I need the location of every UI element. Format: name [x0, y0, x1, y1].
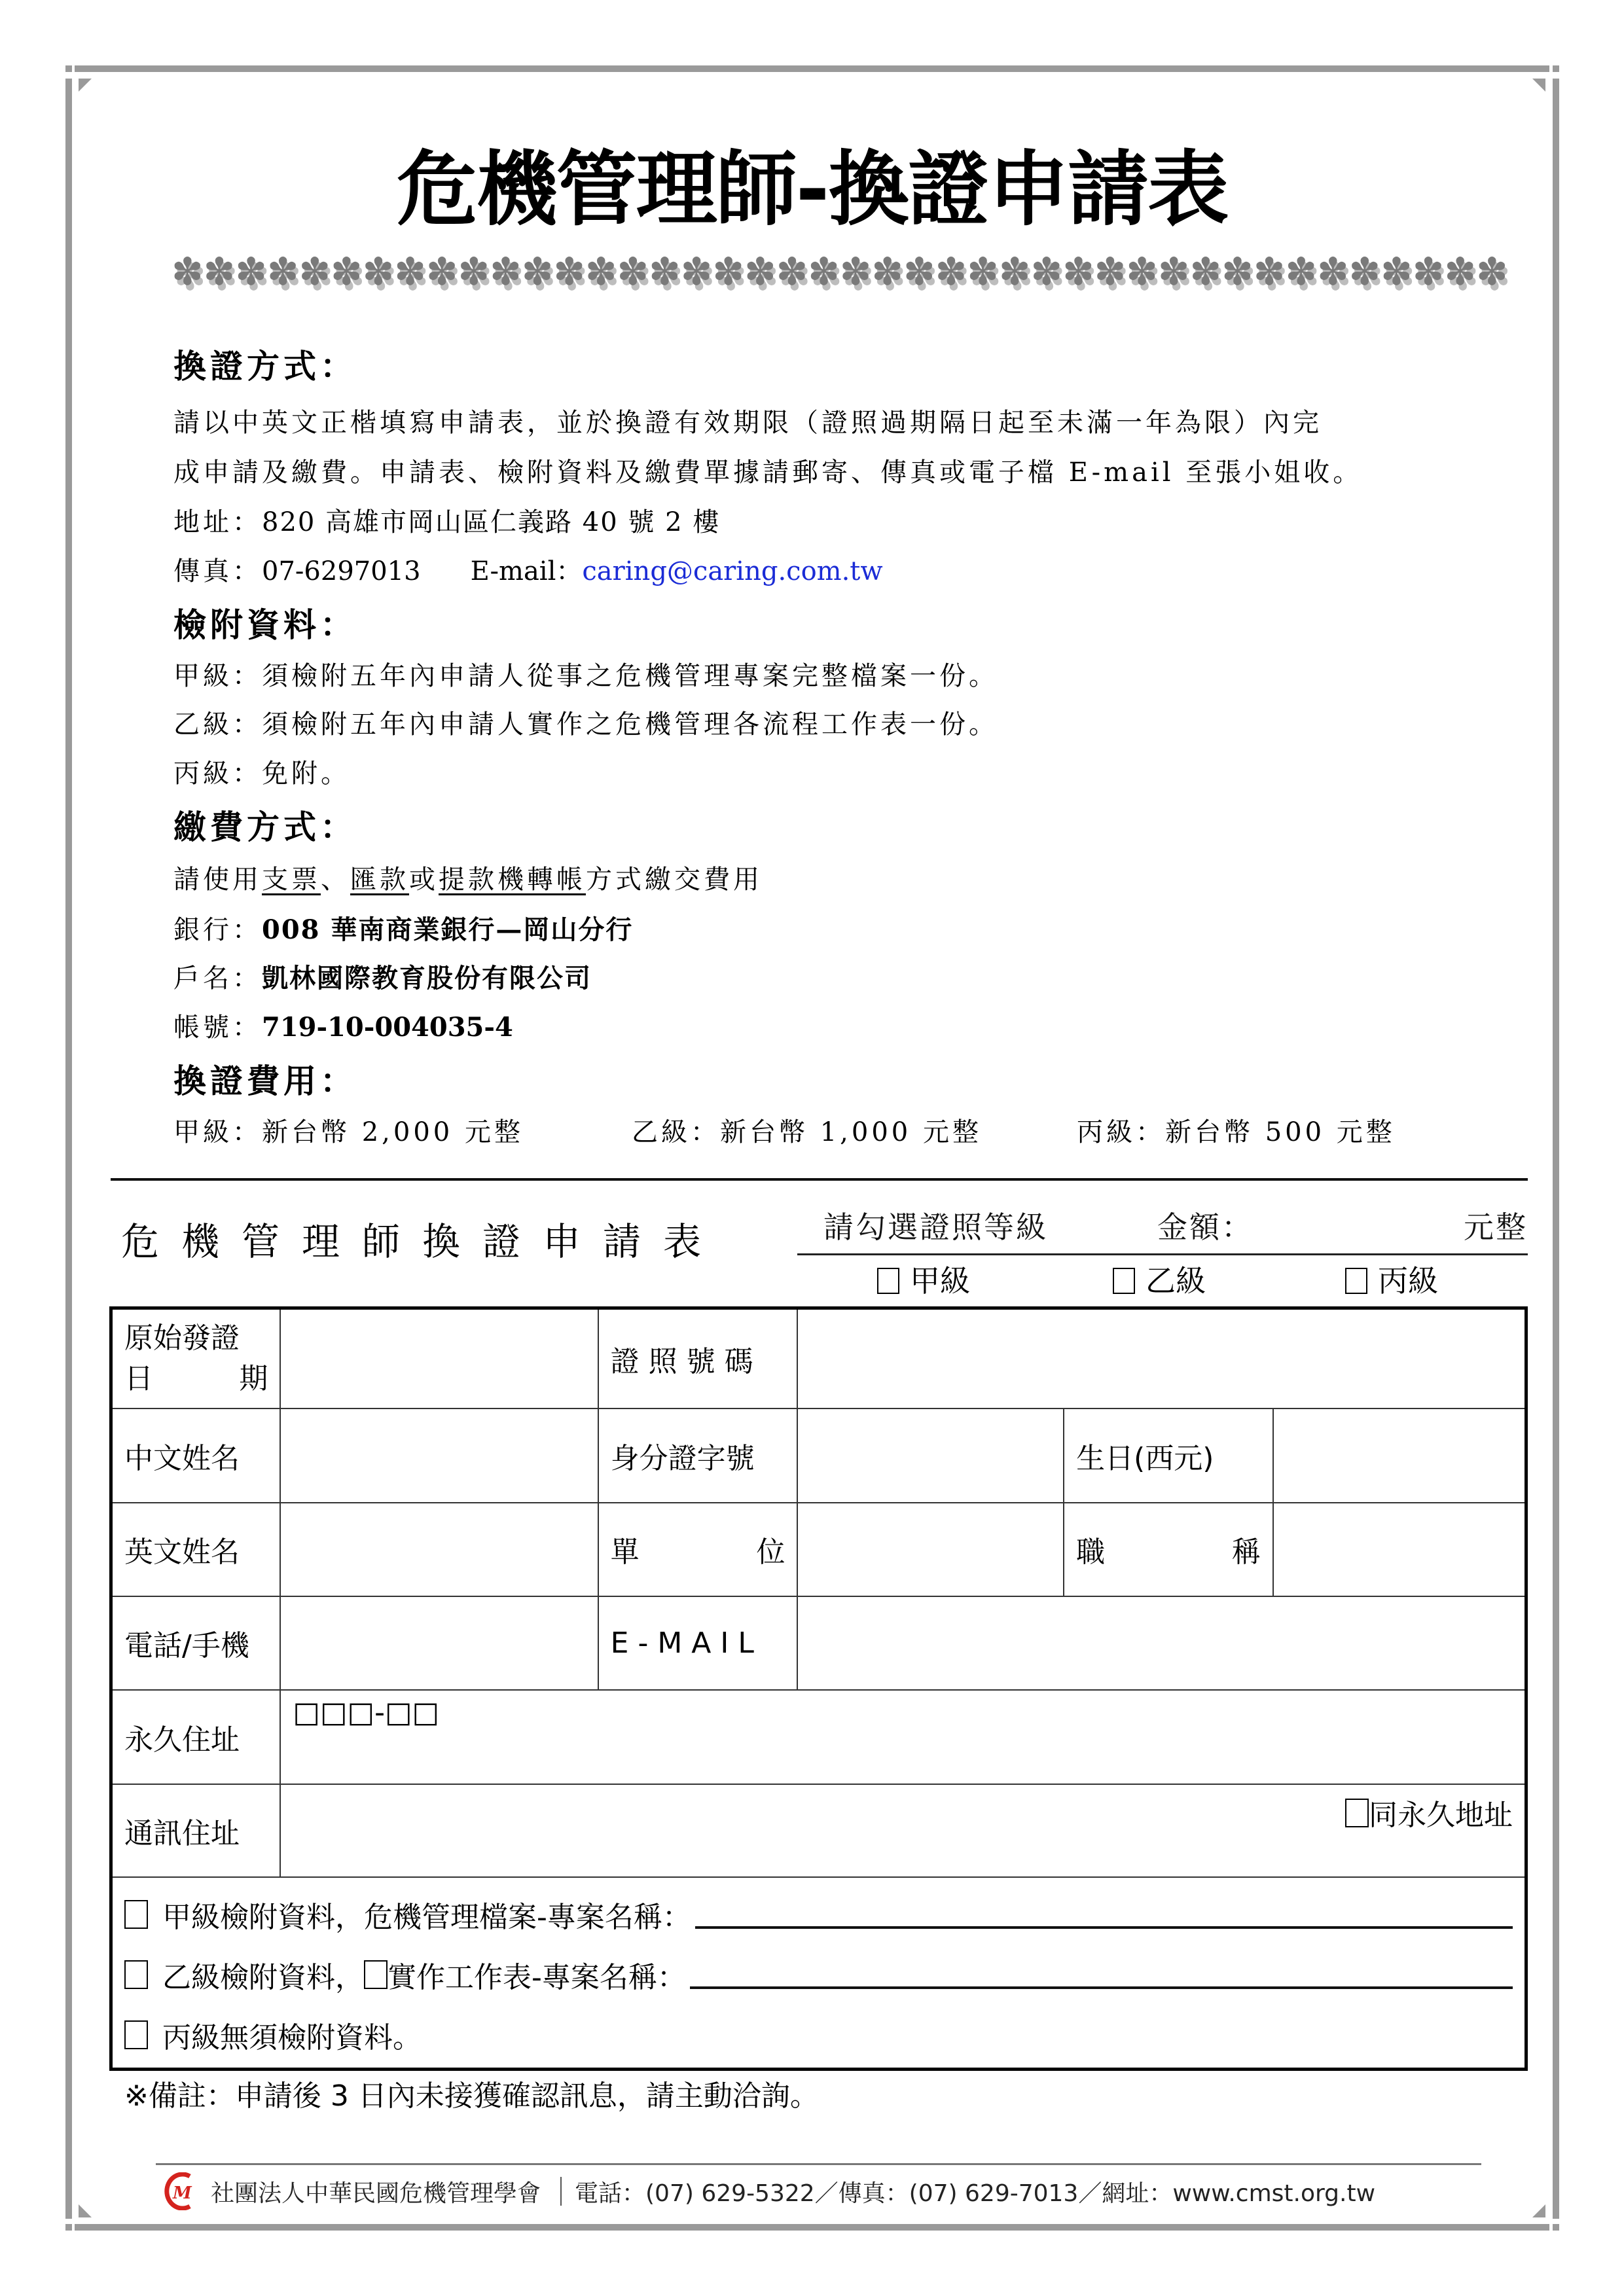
star-ornament: ✽	[1094, 249, 1127, 294]
star-ornament: ✽	[394, 249, 426, 294]
border-corner-triangle	[1532, 79, 1545, 92]
star-ornament: ✽	[744, 249, 776, 294]
table-row	[111, 1408, 1526, 1503]
fax-email-line	[173, 554, 883, 588]
footer-separator	[560, 2177, 562, 2206]
star-ornament: ✽	[298, 249, 331, 294]
bank-line	[173, 913, 633, 947]
star-ornament: ✽	[1030, 249, 1063, 294]
star-ornament: ✽	[553, 249, 585, 294]
svg-text:M: M	[173, 2183, 192, 2203]
job-title-input[interactable]	[1273, 1503, 1526, 1596]
fee-item: 丙級：新台幣 500 元整	[1077, 1117, 1396, 1147]
star-ornament: ✽	[967, 249, 999, 294]
label-mailing-address: 通訊住址	[111, 1784, 281, 1877]
page-border-right	[1553, 79, 1559, 2219]
border-corner	[65, 2224, 72, 2231]
address-label: 地址：	[173, 507, 262, 537]
account-value: 719-10-004035-4	[262, 1012, 513, 1043]
star-ornament: ✽	[235, 249, 267, 294]
fax-value: 07-6297013	[262, 556, 421, 586]
same-as-permanent-label: 同永久地址	[1369, 1798, 1513, 1832]
star-ornament: ✽	[331, 249, 363, 294]
star-ornament: ✽	[649, 249, 681, 294]
checkbox[interactable]	[124, 1900, 148, 1929]
name-zh-input[interactable]	[280, 1408, 598, 1503]
amount-input[interactable]	[1249, 1208, 1445, 1244]
attach-option-label: 實作工作表-專案名稱：	[388, 1960, 686, 1994]
application-form-table	[109, 1306, 1528, 2071]
attach-option-label: 丙級無須檢附資料。	[162, 2020, 422, 2054]
star-ornament: ✽	[1380, 249, 1413, 294]
payment-intro-suffix: 方式繳交費用	[586, 865, 763, 895]
issue-date-input[interactable]	[280, 1308, 598, 1408]
star-ornament: ✽	[1444, 249, 1476, 294]
star-ornament: ✽	[1221, 249, 1254, 294]
page-border-left	[65, 79, 72, 2219]
table-row	[111, 1308, 1526, 1408]
name-en-input[interactable]	[280, 1503, 598, 1596]
payment-intro	[173, 863, 763, 897]
attach-option-label: 乙級檢附資料，	[162, 1960, 364, 1994]
star-ornament: ✽	[362, 249, 395, 294]
footer	[164, 2172, 1375, 2211]
label-email: E - M A I L	[598, 1596, 798, 1690]
star-ornament: ✽	[808, 249, 840, 294]
label-text: 原始發證	[124, 1321, 240, 1355]
account-label: 帳號：	[173, 1013, 262, 1043]
table-row	[111, 1596, 1526, 1690]
permanent-address-input[interactable]	[280, 1690, 1526, 1784]
amount-label: 金額：	[1157, 1210, 1254, 1245]
level-label: 丙級	[1378, 1263, 1438, 1299]
label-text: 稱	[1231, 1535, 1261, 1569]
star-ornament: ✽	[998, 249, 1031, 294]
footer-contact: 電話：(07) 629-5322／傳真：(07) 629-7013／網址：www.cmst.org.tw	[575, 2179, 1376, 2207]
star-ornament: ✽	[1316, 249, 1349, 294]
label-id-no: 身分證字號	[598, 1408, 798, 1503]
label-name-en: 英文姓名	[111, 1503, 281, 1596]
label-text: 職	[1076, 1535, 1106, 1569]
remark-note: ※備註：申請後 3 日內未接獲確認訊息，請主動洽詢。	[124, 2079, 819, 2113]
label-text: 單	[610, 1535, 640, 1569]
checkbox[interactable]	[124, 1960, 148, 1989]
fee-item: 甲級：新台幣 2,000 元整	[173, 1117, 524, 1147]
footer-org: 社團法人中華民國危機管理學會	[211, 2179, 541, 2207]
section-heading-attachments: 檢附資料：	[173, 606, 357, 644]
attach-option-a[interactable]	[124, 1884, 1513, 1945]
holder-value: 凱林國際教育股份有限公司	[262, 963, 592, 994]
star-ornament: ✽	[203, 249, 236, 294]
separator: 、	[321, 865, 350, 895]
attachment-options	[111, 1877, 1526, 2070]
label-job-title	[1064, 1503, 1273, 1596]
border-corner-triangle	[79, 79, 92, 92]
bank-value: 008 華南商業銀行—岡山分行	[262, 914, 634, 945]
label-phone: 電話/手機	[111, 1596, 281, 1690]
star-ornament: ✽	[1475, 249, 1508, 294]
star-ornament: ✽	[266, 249, 299, 294]
footer-divider	[156, 2163, 1481, 2165]
attachment-item: 丙級：免附。	[173, 759, 350, 789]
table-row	[111, 1784, 1526, 1877]
label-text: 位	[756, 1535, 785, 1569]
star-divider	[171, 249, 1508, 294]
payment-intro-prefix: 請使用	[173, 865, 262, 895]
phone-input[interactable]	[280, 1596, 598, 1690]
label-unit	[598, 1503, 798, 1596]
star-ornament: ✽	[776, 249, 808, 294]
border-corner	[1553, 65, 1559, 72]
section-heading-payment: 繳費方式：	[173, 808, 357, 846]
star-ornament: ✽	[1348, 249, 1381, 294]
checkbox[interactable]	[1345, 1268, 1367, 1294]
border-corner-triangle	[79, 2204, 92, 2217]
checkbox[interactable]	[1345, 1799, 1369, 1827]
level-label: 甲級	[910, 1263, 970, 1299]
level-label: 乙級	[1146, 1263, 1206, 1299]
table-row	[111, 1503, 1526, 1596]
level-select-header	[797, 1208, 1528, 1247]
border-corner	[65, 65, 72, 72]
checkbox[interactable]	[124, 2020, 148, 2049]
label-text: 期	[239, 1361, 268, 1395]
payment-option-remit: 匯款	[350, 865, 409, 895]
separator: 或	[409, 865, 439, 895]
cm-logo-icon	[164, 2172, 195, 2210]
mailing-address-input[interactable]	[280, 1784, 1526, 1877]
table-row	[111, 1877, 1526, 2070]
zip-code-boxes[interactable]: □□□-□□	[293, 1695, 440, 1729]
id-no-input[interactable]	[797, 1408, 1064, 1503]
email-input[interactable]	[797, 1596, 1526, 1690]
label-issue-date	[111, 1308, 281, 1408]
payment-option-atm: 提款機轉帳	[439, 865, 586, 895]
method-text-line1: 請以中英文正楷填寫申請表，並於換證有效期限（證照過期隔日起至未滿一年為限）內完	[173, 408, 1322, 438]
project-name-input[interactable]	[690, 1960, 1513, 1989]
star-ornament: ✽	[839, 249, 872, 294]
fax-label: 傳真：	[173, 556, 262, 586]
unit-input[interactable]	[797, 1503, 1064, 1596]
label-permanent-address: 永久住址	[111, 1690, 281, 1784]
attachment-item: 乙級：須檢附五年內申請人實作之危機管理各流程工作表一份。	[173, 709, 998, 740]
star-ornament: ✽	[1062, 249, 1094, 294]
bank-label: 銀行：	[173, 915, 262, 945]
star-ornament: ✽	[617, 249, 649, 294]
method-text-line2: 成申請及繳費。申請表、檢附資料及繳費單據請郵寄、傳真或電子檔 E-mail 至張小姐收。	[173, 457, 1363, 488]
label-text: 日	[124, 1361, 153, 1395]
holder-line	[173, 961, 592, 996]
checkbox[interactable]	[1113, 1268, 1135, 1294]
account-line	[173, 1011, 513, 1045]
cert-no-input[interactable]	[797, 1308, 1526, 1408]
star-ornament: ✽	[1253, 249, 1286, 294]
birthday-input[interactable]	[1273, 1408, 1526, 1503]
border-corner	[1553, 2224, 1559, 2231]
attach-option-b[interactable]	[124, 1945, 1513, 2005]
project-name-input[interactable]	[695, 1900, 1513, 1929]
amount-underline	[797, 1253, 1528, 1255]
star-ornament: ✽	[521, 249, 554, 294]
star-ornament: ✽	[1157, 249, 1190, 294]
level-option-c[interactable]	[1345, 1261, 1438, 1300]
star-ornament: ✽	[1126, 249, 1158, 294]
fee-item: 乙級：新台幣 1,000 元整	[632, 1117, 982, 1147]
address-line	[173, 505, 720, 539]
form-title: 危機管理師換證申請表	[121, 1219, 724, 1264]
star-ornament: ✽	[712, 249, 744, 294]
star-ornament: ✽	[903, 249, 935, 294]
level-option-b[interactable]	[1113, 1261, 1206, 1300]
star-ornament: ✽	[935, 249, 967, 294]
label-name-zh: 中文姓名	[111, 1408, 281, 1503]
table-row	[111, 1690, 1526, 1784]
email-link[interactable]: caring@caring.com.tw	[582, 556, 883, 586]
star-ornament: ✽	[171, 249, 204, 294]
section-heading-fees: 換證費用：	[173, 1062, 357, 1100]
border-corner-triangle	[1532, 2204, 1545, 2217]
star-ornament: ✽	[1285, 249, 1317, 294]
label-cert-no: 證 照 號 碼	[598, 1308, 798, 1408]
level-option-a[interactable]	[877, 1261, 970, 1300]
label-birthday: 生日(西元)	[1064, 1408, 1273, 1503]
attach-option-label: 甲級檢附資料，危機管理檔案-專案名稱：	[162, 1900, 691, 1934]
same-as-permanent-option[interactable]	[1345, 1799, 1513, 1832]
page-title: 危機管理師-換證申請表	[396, 143, 1228, 237]
star-ornament: ✽	[871, 249, 904, 294]
payment-option-check: 支票	[262, 865, 321, 895]
star-ornament: ✽	[458, 249, 490, 294]
attachment-item: 甲級：須檢附五年內申請人從事之危機管理專案完整檔案一份。	[173, 661, 998, 691]
page-border-top	[75, 65, 1549, 72]
section-divider	[111, 1178, 1528, 1181]
star-ornament: ✽	[1412, 249, 1445, 294]
holder-label: 戶名：	[173, 963, 262, 994]
checkbox[interactable]	[877, 1268, 899, 1294]
star-ornament: ✽	[585, 249, 617, 294]
star-ornament: ✽	[1189, 249, 1222, 294]
email-label: E-mail：	[470, 556, 583, 586]
amount-unit: 元整	[1464, 1210, 1528, 1245]
page-border-bottom	[75, 2224, 1549, 2231]
section-heading-method: 換證方式：	[173, 348, 357, 386]
address-value: 820 高雄市岡山區仁義路 40 號 2 樓	[262, 507, 721, 537]
star-ornament: ✽	[490, 249, 522, 294]
attach-option-c[interactable]	[124, 2005, 1513, 2065]
star-ornament: ✽	[680, 249, 713, 294]
select-level-label: 請勾選證照等級	[823, 1210, 1048, 1245]
star-ornament: ✽	[425, 249, 458, 294]
checkbox[interactable]	[364, 1960, 388, 1989]
